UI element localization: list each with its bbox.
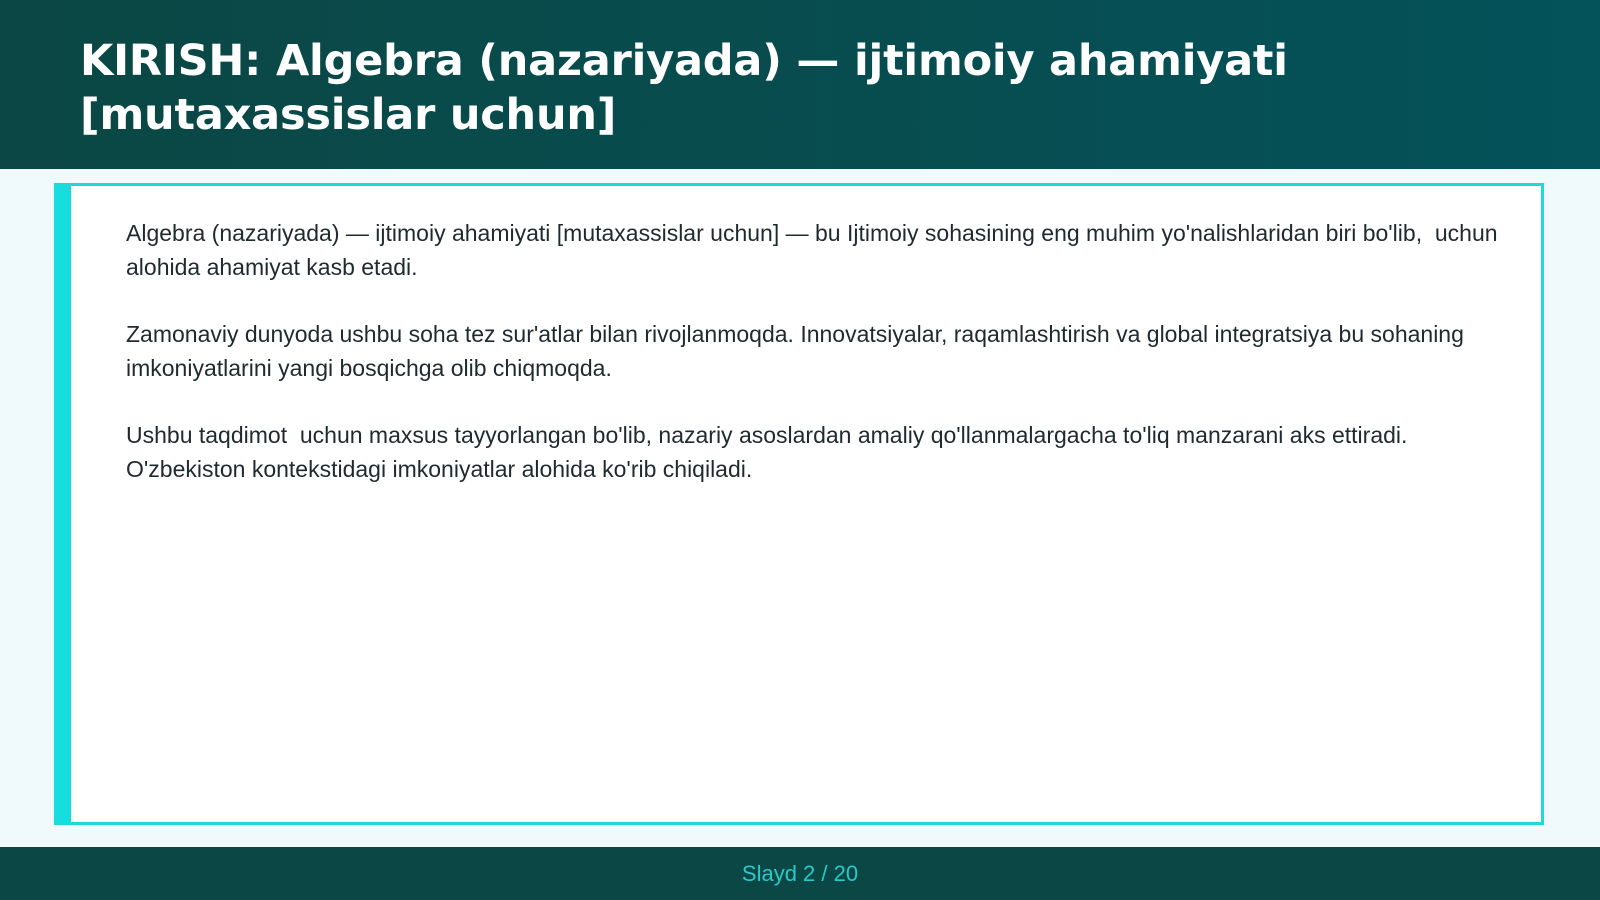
slide-footer: [0, 847, 1600, 900]
slide-body: [126, 216, 1504, 519]
paragraph-presentation-scope: Ushbu taqdimot uchun maxsus tayyorlangan bo'lib, nazariy asoslardan amaliy qo'llanmalargacha to'liq manzarani aks ettiradi. O'zbekiston kontekstidagi imkoniyatlar alohida ko'rib chiqiladi.: [126, 422, 1414, 482]
slide-counter: Slayd 2 / 20: [741, 861, 859, 886]
paragraph-intro: Algebra (nazariyada) — ijtimoiy ahamiyati [mutaxassislar uchun] — bu Ijtimoiy sohasining eng muhim yo'nalishlaridan biri bo'lib, uchun alohida ahamiyat kasb etadi.: [126, 220, 1504, 280]
slide-title: KIRISH: Algebra (nazariyada) — ijtimoiy ahamiyati [mutaxassislar uchun]: [80, 36, 1288, 140]
slide-header: [0, 0, 1600, 169]
paragraph-modern-world: Zamonaviy dunyoda ushbu soha tez sur'atlar bilan rivojlanmoqda. Innovatsiyalar, raqamlashtirish va global integratsiya bu sohaning imkoniyatlarini yangi bosqichga olib chiqmoqda.: [126, 321, 1471, 381]
content-card: [54, 183, 1544, 825]
